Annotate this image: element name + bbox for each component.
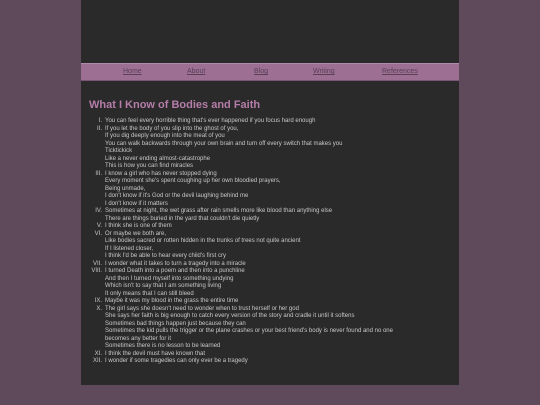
poem-section — [81, 223, 459, 231]
section-number: VI. — [94, 230, 102, 237]
poem-section — [81, 298, 459, 306]
poem-section — [81, 118, 459, 126]
poem-line: Ticktickick — [105, 148, 133, 154]
section-number: X. — [96, 305, 102, 312]
nav-home-link[interactable]: Home — [123, 68, 142, 75]
poem-line: The girl says she doesn't need to wonder when to trust herself or her god — [105, 305, 299, 312]
poem-section — [81, 351, 459, 359]
poem-section — [81, 268, 459, 298]
poem-section — [81, 171, 459, 209]
poem-line: It only means that I can still bleed — [105, 290, 194, 297]
poem-line: You can walk backwards through your own brain and turn off every switch that makes you — [105, 140, 343, 147]
poem-list — [81, 118, 459, 366]
poem-line: If I listened closer, — [105, 245, 154, 252]
poem-line: Like a never ending almost-catastrophe — [105, 155, 211, 162]
poem-line: I don't know if it's God or the devil laughing behind me — [105, 193, 249, 199]
nav-blog-link[interactable]: Blog — [254, 68, 269, 75]
poem-line: I think she is one of them — [105, 223, 172, 229]
poem-line: Which isn't to say that I am something living — [105, 283, 222, 289]
section-number: VII. — [92, 260, 102, 267]
poem-section — [81, 208, 459, 223]
section-number: V. — [96, 223, 102, 229]
section-number: IV. — [95, 208, 102, 214]
poem-line: You can feel every horrible thing that's ever happened if you focus hard enough — [105, 118, 316, 124]
poem-line: Being unmade, — [105, 185, 146, 192]
page-title: What I Know of Bodies and Faith — [89, 99, 261, 111]
poem-line: Or maybe we both are, — [105, 230, 167, 237]
section-number: I. — [98, 118, 102, 124]
poem-line: I think I'd be able to hear every child's first cry — [105, 253, 227, 259]
nav-bar — [81, 63, 459, 81]
poem-line: Sometimes the kid pulls the trigger or the plane crashes or your best friend's body is never found and no one — [105, 328, 393, 334]
poem-line: If you dig deeply enough into the meat of you — [105, 133, 225, 139]
poem-line: Sometimes there is no lesson to be learned — [105, 343, 221, 349]
poem-line: becomes any better for it — [105, 335, 172, 342]
poem-line: Sometimes bad things happen just because they can — [105, 320, 246, 327]
poem-section — [81, 261, 459, 269]
section-number: III. — [95, 170, 102, 177]
poem-line: She says her faith is big enough to catch every version of the story and cradle it until it softens — [105, 313, 355, 319]
nav-writing-link[interactable]: Writing — [313, 68, 335, 75]
poem-line: There are things buried in the yard that couldn't die quietly — [105, 215, 260, 222]
poem-line: Sometimes at night, the wet grass after rain smells more like blood than anything else — [105, 208, 333, 214]
poem-line: I don't know if it matters — [105, 200, 168, 207]
poem-line: I turned Death into a poem and then into a punchline — [105, 268, 245, 274]
section-number: XI. — [94, 350, 102, 357]
content-panel — [81, 0, 459, 385]
section-number: II. — [96, 125, 102, 132]
poem-line: Like bodies sacred or rotten hidden in the trunks of trees not quite ancient — [105, 238, 301, 244]
poem-line: I know a girl who has never stopped dying — [105, 170, 217, 177]
section-number: XII. — [92, 358, 102, 364]
poem-section — [81, 358, 459, 366]
poem-section — [81, 306, 459, 351]
poem-line: And then I turned myself into something undying — [105, 275, 234, 282]
section-number: IX. — [94, 298, 102, 304]
poem-line: Maybe it was my blood in the grass the entire time — [105, 298, 239, 304]
poem-line: If you let the body of you slip into the ghost of you, — [105, 125, 239, 132]
poem-section — [81, 126, 459, 171]
poem-section — [81, 231, 459, 261]
nav-about-link[interactable]: About — [187, 68, 206, 75]
poem-line: This is how you can find miracles — [105, 163, 194, 169]
poem-line: I wonder what it takes to turn a tragedy into a miracle — [105, 260, 246, 267]
nav-references-link[interactable]: References — [382, 68, 418, 75]
poem-line: I think the devil must have known that — [105, 350, 206, 357]
poem-line: Every moment she's spent coughing up her own bloodied prayers, — [105, 178, 281, 184]
section-number: VIII. — [91, 268, 102, 274]
poem-line: I wonder if some tragedies can only ever be a tragedy — [105, 358, 248, 364]
